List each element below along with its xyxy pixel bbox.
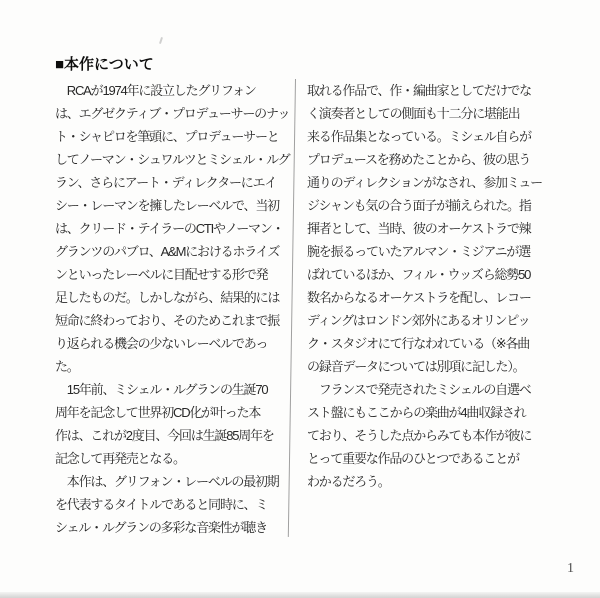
text-line: 数名からなるオーケストラを配し、レコー (307, 290, 531, 305)
text-line: してノーマン・シュワルツとミシェル・ルグ (55, 152, 290, 167)
text-column-left (55, 79, 295, 539)
text-line: く演奏者としての側面も十二分に堪能出 (307, 106, 520, 121)
text-line: シェル・ルグランの多彩な音楽性が聴き (55, 520, 267, 535)
text-line: RCAが1974年に設立したグリフォン (55, 83, 256, 98)
text-line: プロデュースを務めたことから、彼の思う (307, 152, 531, 167)
text-line: ばれているほか、フィル・ウッズら総勢50 (307, 267, 531, 282)
text-line: ラン、さらにアート・ディレクターにエイ (55, 175, 277, 190)
page-number: 1 (567, 561, 574, 576)
text-line: 周年を記念して世界初CD化が叶った本 (55, 405, 261, 420)
text-line: ディングはロンドン郊外にあるオリンピッ (307, 313, 530, 328)
scan-artifact-speck (159, 37, 163, 44)
text-line: ンといったレーベルに目配せする形で発 (55, 267, 268, 282)
text-line: は、クリード・テイラーのCTIやノーマン・ (55, 221, 284, 236)
text-line: ジシャンも気の合う面子が揃えられた。指 (307, 198, 531, 213)
text-line: ク・スタジオにて行なわれている（※各曲 (307, 336, 530, 351)
text-line: 揮者として、当時、彼のオーケストラで辣 (307, 221, 531, 236)
text-line: 足したものだ。しかしながら、結果的には (55, 290, 280, 305)
text-line: 腕を振るっていたアルマン・ミジアニが選 (307, 244, 531, 259)
section-heading: ■本作について (55, 56, 154, 73)
text-line: とって重要な作品のひとつであることが (307, 451, 519, 466)
text-line: 来る作品集となっている。ミシェル自らが (307, 129, 531, 144)
text-line: シー・レーマンを擁したレーベルで、当初 (55, 198, 279, 213)
text-line: グランツのパブロ、A&Mにおけるホライズ (55, 244, 280, 259)
text-column-right (307, 79, 547, 493)
text-line: 作は、これが2度目、今回は生誕85周年を (55, 428, 274, 443)
text-line: を代表するタイトルであると同時に、ミ (55, 497, 268, 512)
text-line: は、エグゼクティブ・プロデューサーのナッ (55, 106, 290, 121)
text-line: ト・シャピロを筆頭に、プロデューサーと (55, 129, 279, 144)
text-line: 記念して再発売となる。 (55, 451, 185, 466)
text-line: り返られる機会の少ないレーベルであっ (55, 336, 268, 351)
text-line: 本作は、グリフォン・レーベルの最初期 (55, 474, 279, 489)
text-line: た。 (55, 359, 79, 374)
scan-edge-shadow (0, 592, 600, 598)
text-line: 取れる作品で、作・編曲家としてだけでな (307, 83, 531, 98)
text-line: フランスで発売されたミシェルの自選ベ (307, 382, 531, 397)
text-line: わかるだろう。 (307, 474, 390, 489)
text-line: の録音データについては別項に記した）。 (307, 359, 525, 374)
text-line: 短命に終わっており、そのためこれまで振 (55, 313, 280, 328)
text-line: 15年前、ミシェル・ルグランの生誕70 (55, 382, 268, 397)
text-line: スト盤にもここからの楽曲が4曲収録され (307, 405, 526, 420)
text-line: ており、そうした点からみても本作が彼に (307, 428, 532, 443)
text-line: 通りのディレクションがなされ、参加ミュー (307, 175, 542, 190)
